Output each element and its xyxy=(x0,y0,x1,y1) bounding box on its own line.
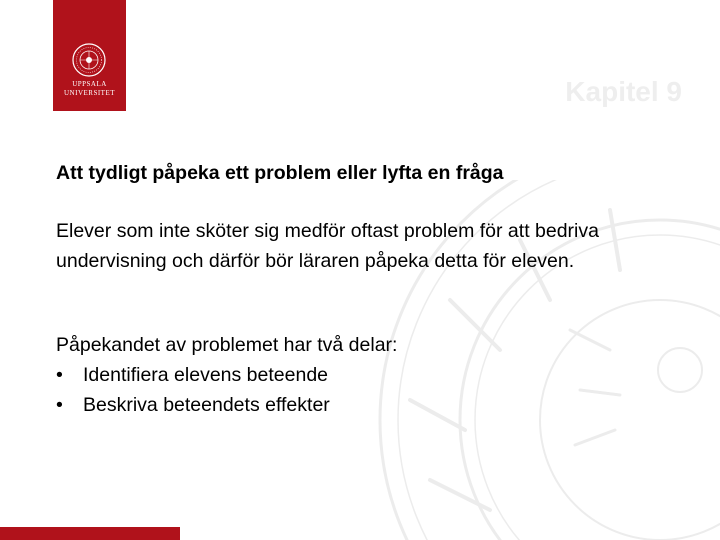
logo-text-universitet: UNIVERSITET xyxy=(64,89,115,97)
bullet-list xyxy=(56,360,330,420)
slide-heading: Att tydligt påpeka ett problem eller lyfta en fråga xyxy=(56,162,504,184)
intro-paragraph: Påpekandet av problemet har två delar: xyxy=(56,334,398,356)
list-item xyxy=(56,360,330,390)
list-item-text: Beskriva beteendets effekter xyxy=(83,394,330,416)
body-paragraph: Elever som inte sköter sig medför oftast problem för att bedriva undervisning och därför bör läraren påpeka detta för eleven. xyxy=(56,220,599,272)
bottom-accent-bar xyxy=(0,527,180,540)
bullet-icon: • xyxy=(56,394,63,416)
uppsala-logo xyxy=(53,0,126,111)
chapter-title: Kapitel 9 xyxy=(565,76,682,107)
bullet-icon: • xyxy=(56,364,63,386)
list-item-text: Identifiera elevens beteende xyxy=(83,364,329,386)
logo-text-uppsala: UPPSALA xyxy=(72,80,107,88)
list-item xyxy=(56,390,330,420)
university-seal-icon xyxy=(69,42,109,78)
